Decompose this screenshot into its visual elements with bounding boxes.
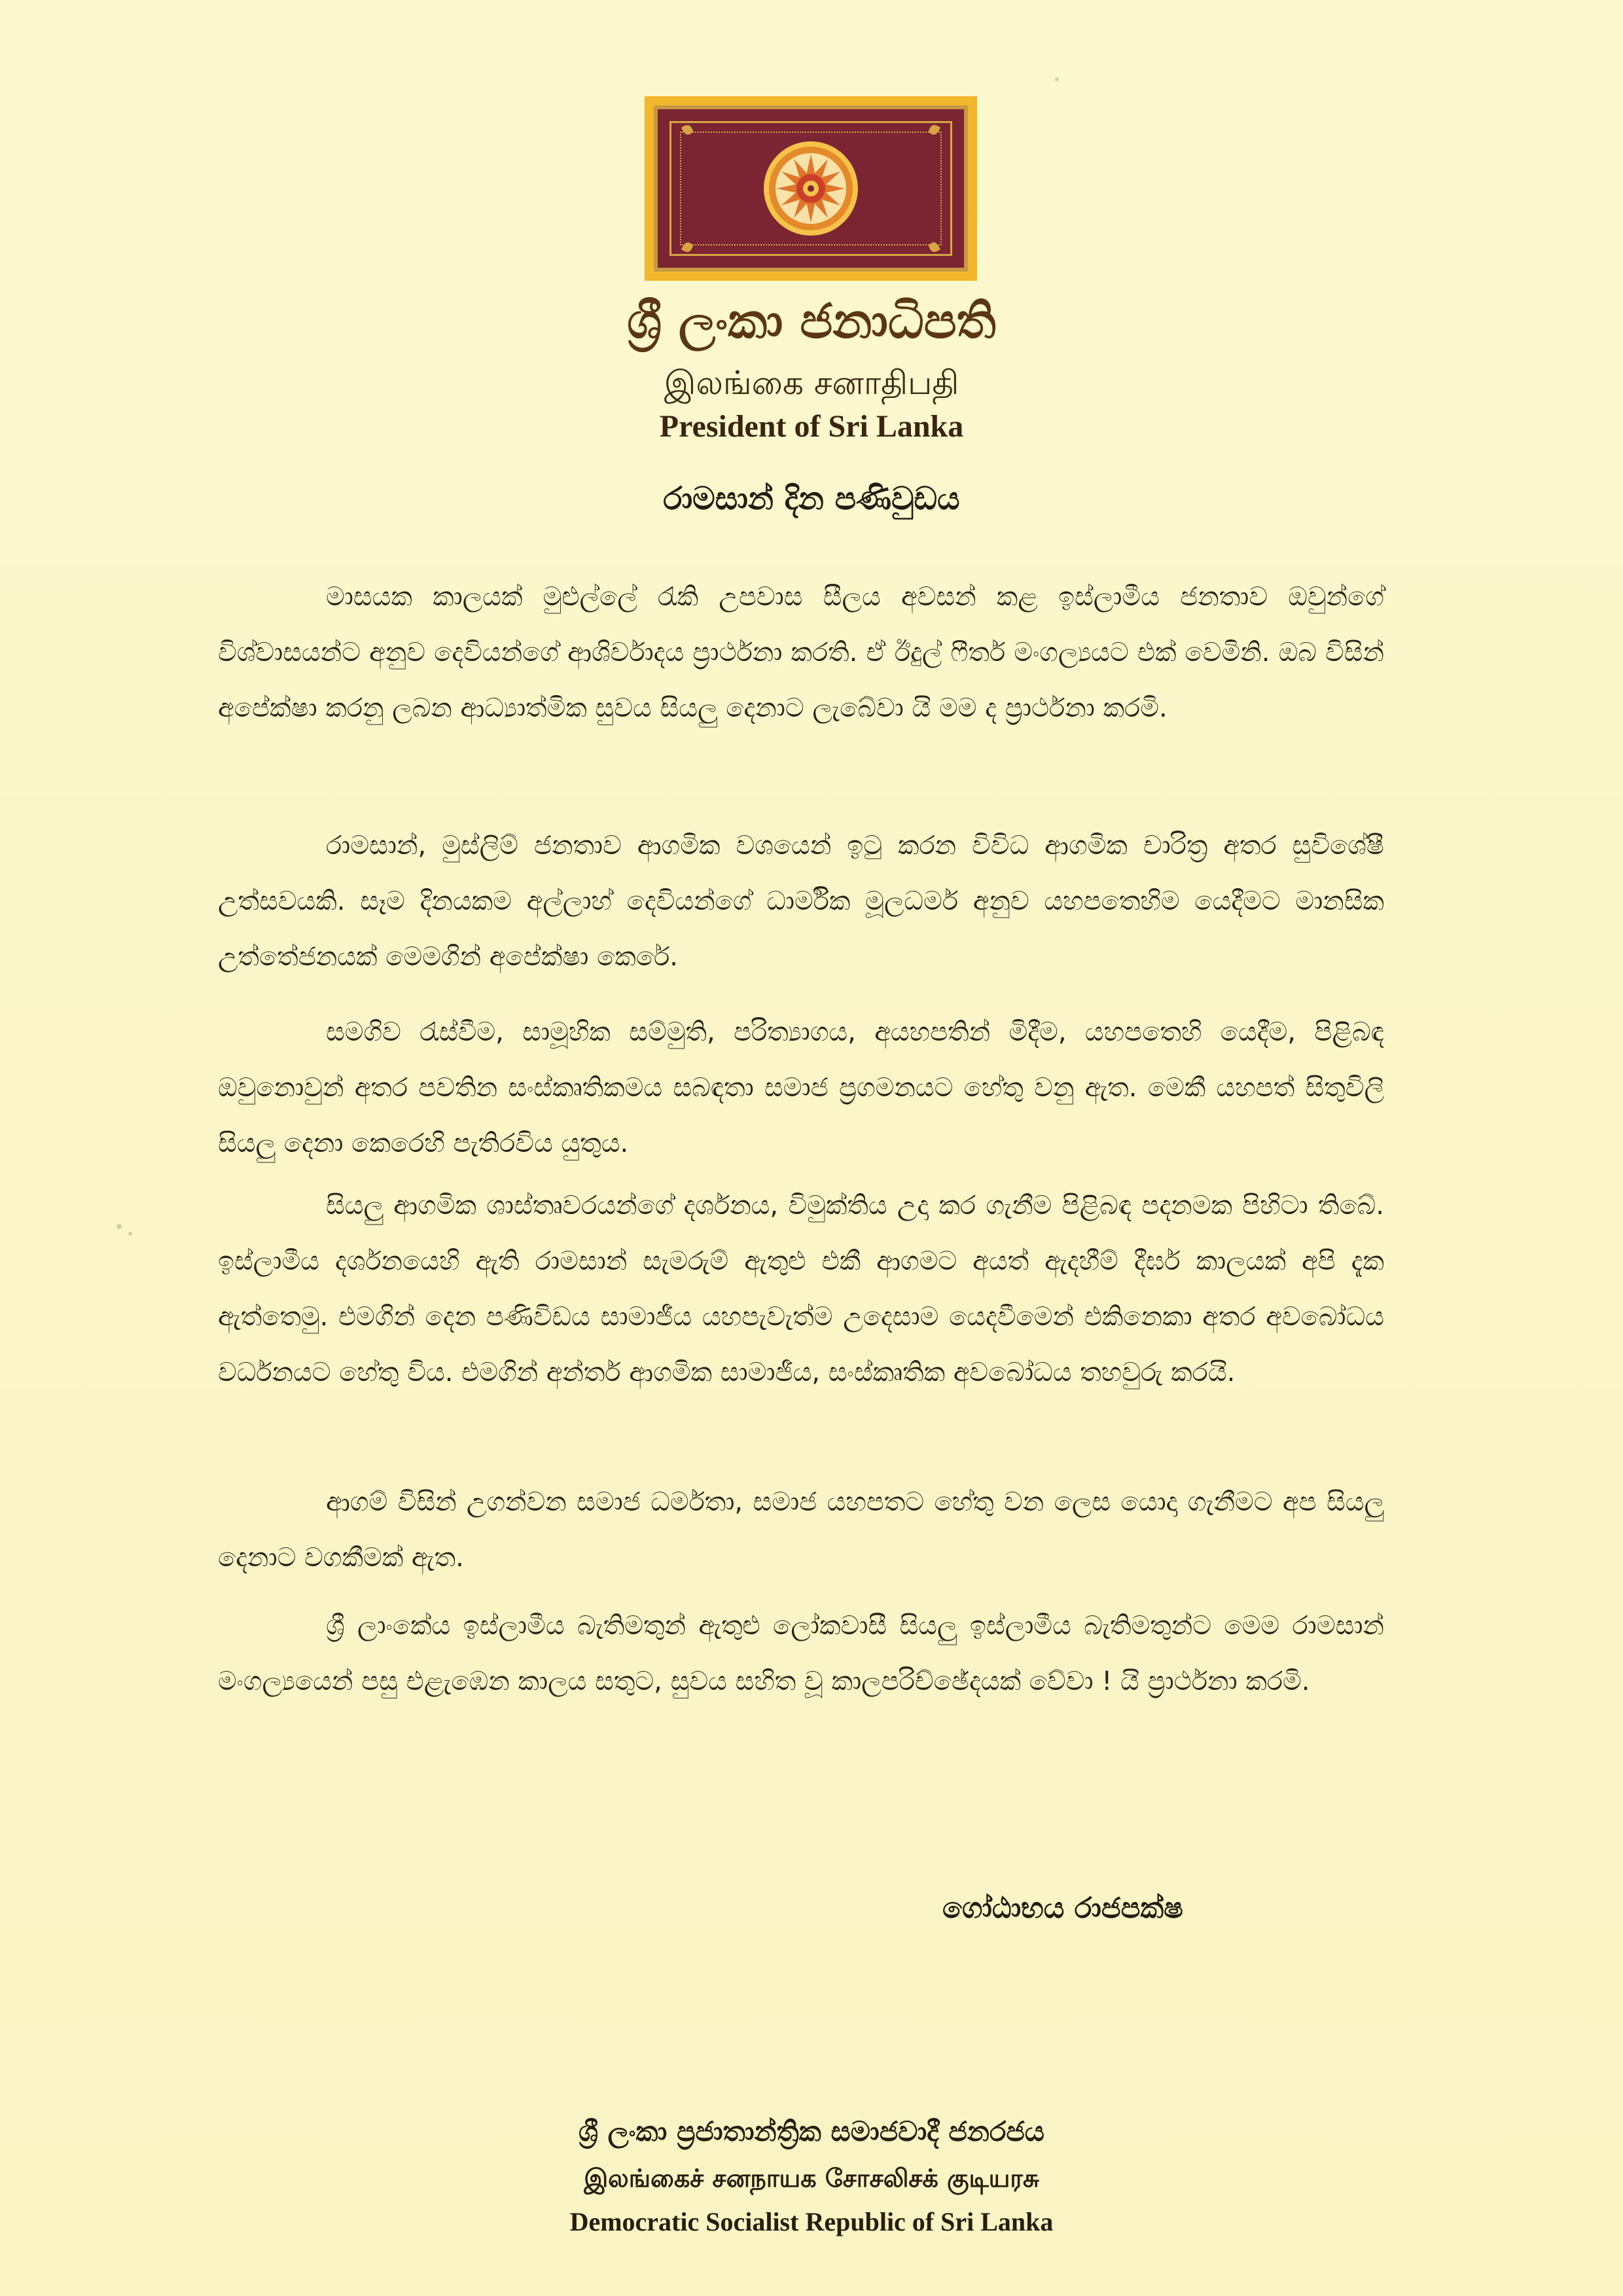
body-paragraph-1: මාසයක කාලයක් මුළුල්ලේ රැකි උපවාස සීලය අවසන් කළ ඉස්ලාමීය ජනතාව ඔවුන්ගේ විශ්වාසයන්ට අනුව දෙවියන්ගේ ආශිර්වාදය ප්‍රාර්ථනා කරති. ඒ ඊදුල් ෆීතර් මංගල්‍යයට එක් වෙමිනි. ඔබ විසින් අපේක්ෂා කරනු ලබන ආධ්‍යාත්මික සුවය සියලු දෙනාට ලැබේවා යි මම ද ප්‍රාර්ථනා කරමි. — [218, 582, 1384, 723]
body-paragraph-5: ආගම් විසින් උගන්වන සමාජ ධර්මතා, සමාජ යහපතට හේතු වන ලෙස යොදා ගැනීමට අප සියලු දෙනාට වගකීමක් ඇත. — [218, 1487, 1384, 1573]
footer-sinhala: ශ්‍රී ලංකා ප්‍රජාතාන්ත්‍රික සමාජවාදී ජනරජය — [579, 2115, 1044, 2147]
body-paragraph-3: සමගිව රැස්වීම, සාමූහික සම්මුති, පරිත්‍යාගය, අයහපතින් මිදීම, යහපතෙහි යෙදීම, පිළිබඳ ඔවුනොවුන් අතර පවතින සංස්කෘතිකමය සබඳතා සමාජ ප්‍රගමනයට හේතු වනු ඇත. මෙකී යහපත් සිතුවිලි සියලු දෙනා කෙරෙහි පැතිරවිය යුතුය. — [218, 1017, 1384, 1158]
presidential-flag-emblem — [645, 96, 977, 281]
dharma-wheel-icon — [645, 96, 977, 281]
header-title-tamil: இலங்கை சனாதிபதி — [664, 364, 959, 402]
body-paragraph-6: ශ්‍රී ලාංකේය ඉස්ලාමීය බැතිමතුන් ඇතුළු ලෝකවාසී සියලු ඉස්ලාමීය බැතිමතුන්ට මෙම රාමසාන් මංගල්‍යයෙන් පසු එළැඹෙන කාලය සතුට, සුවය සහිත වූ කාලපරිච්ඡේදයක් වේවා ! යි ප්‍රාර්ථනා කරමි. — [218, 1611, 1384, 1696]
body-paragraph-4: සියලු ආගමික ශාස්තෘවරයන්ගේ දර්ශනය, විමුක්තිය උදා කර ගැනීම පිළිබඳ පදනමක පිහිටා තිබේ. ඉස්ලාමීය දර්ශනයෙහි ඇති රාමසාන් සැමරුම් ඇතුළු එකී ආගමට අයත් ඇදහීම් දීර්ඝ කාලයක් අපි දැක ඇත්තෙමු. එමගින් දෙන පණිවිඩය සාමාජීය යහපැවැත්ම උදෙසාම යෙදවීමෙන් එකිනෙකා අතර අවබෝධය වර්ධනයට හේතු විය. එමගින් අන්තර් ආගමික සාමාජීය, සංස්කෘතික අවබෝධය තහවුරු කරයි. — [218, 1191, 1384, 1388]
header-title-sinhala: ශ්‍රී ලංකා ජනාධිපති — [627, 293, 996, 350]
signature-name: ගෝඨාභය රාජපක්ෂ — [942, 1892, 1183, 1925]
message-subject: රාමසාන් දින පණිවුඩය — [663, 480, 960, 517]
paper-speck — [1055, 77, 1059, 81]
body-paragraph-2: රාමසාන්, මුස්ලිම් ජනතාව ආගමික වශයෙන් ඉටු කරන විවිධ ආගමික චාරිත්‍ර අතර සුවිශේෂී උත්සවයකි. සෑම දිනයකම අල්ලාහ් දෙවියන්ගේ ධාර්මික මූලධර්ම අනුව යහපතෙහිම යෙදීමට මානසික උත්තේජනයක් මෙමගින් අපේක්ෂා කෙරේ. — [218, 831, 1384, 972]
header-title-english: President of Sri Lanka — [659, 409, 964, 444]
footer-tamil: இலங்கைச் சனநாயக சோசலிசக் குடியரசு — [584, 2164, 1039, 2193]
paper-speck — [116, 1224, 122, 1229]
paper-speck — [128, 1232, 132, 1236]
footer-english: Democratic Socialist Republic of Sri Lanka — [569, 2207, 1054, 2236]
